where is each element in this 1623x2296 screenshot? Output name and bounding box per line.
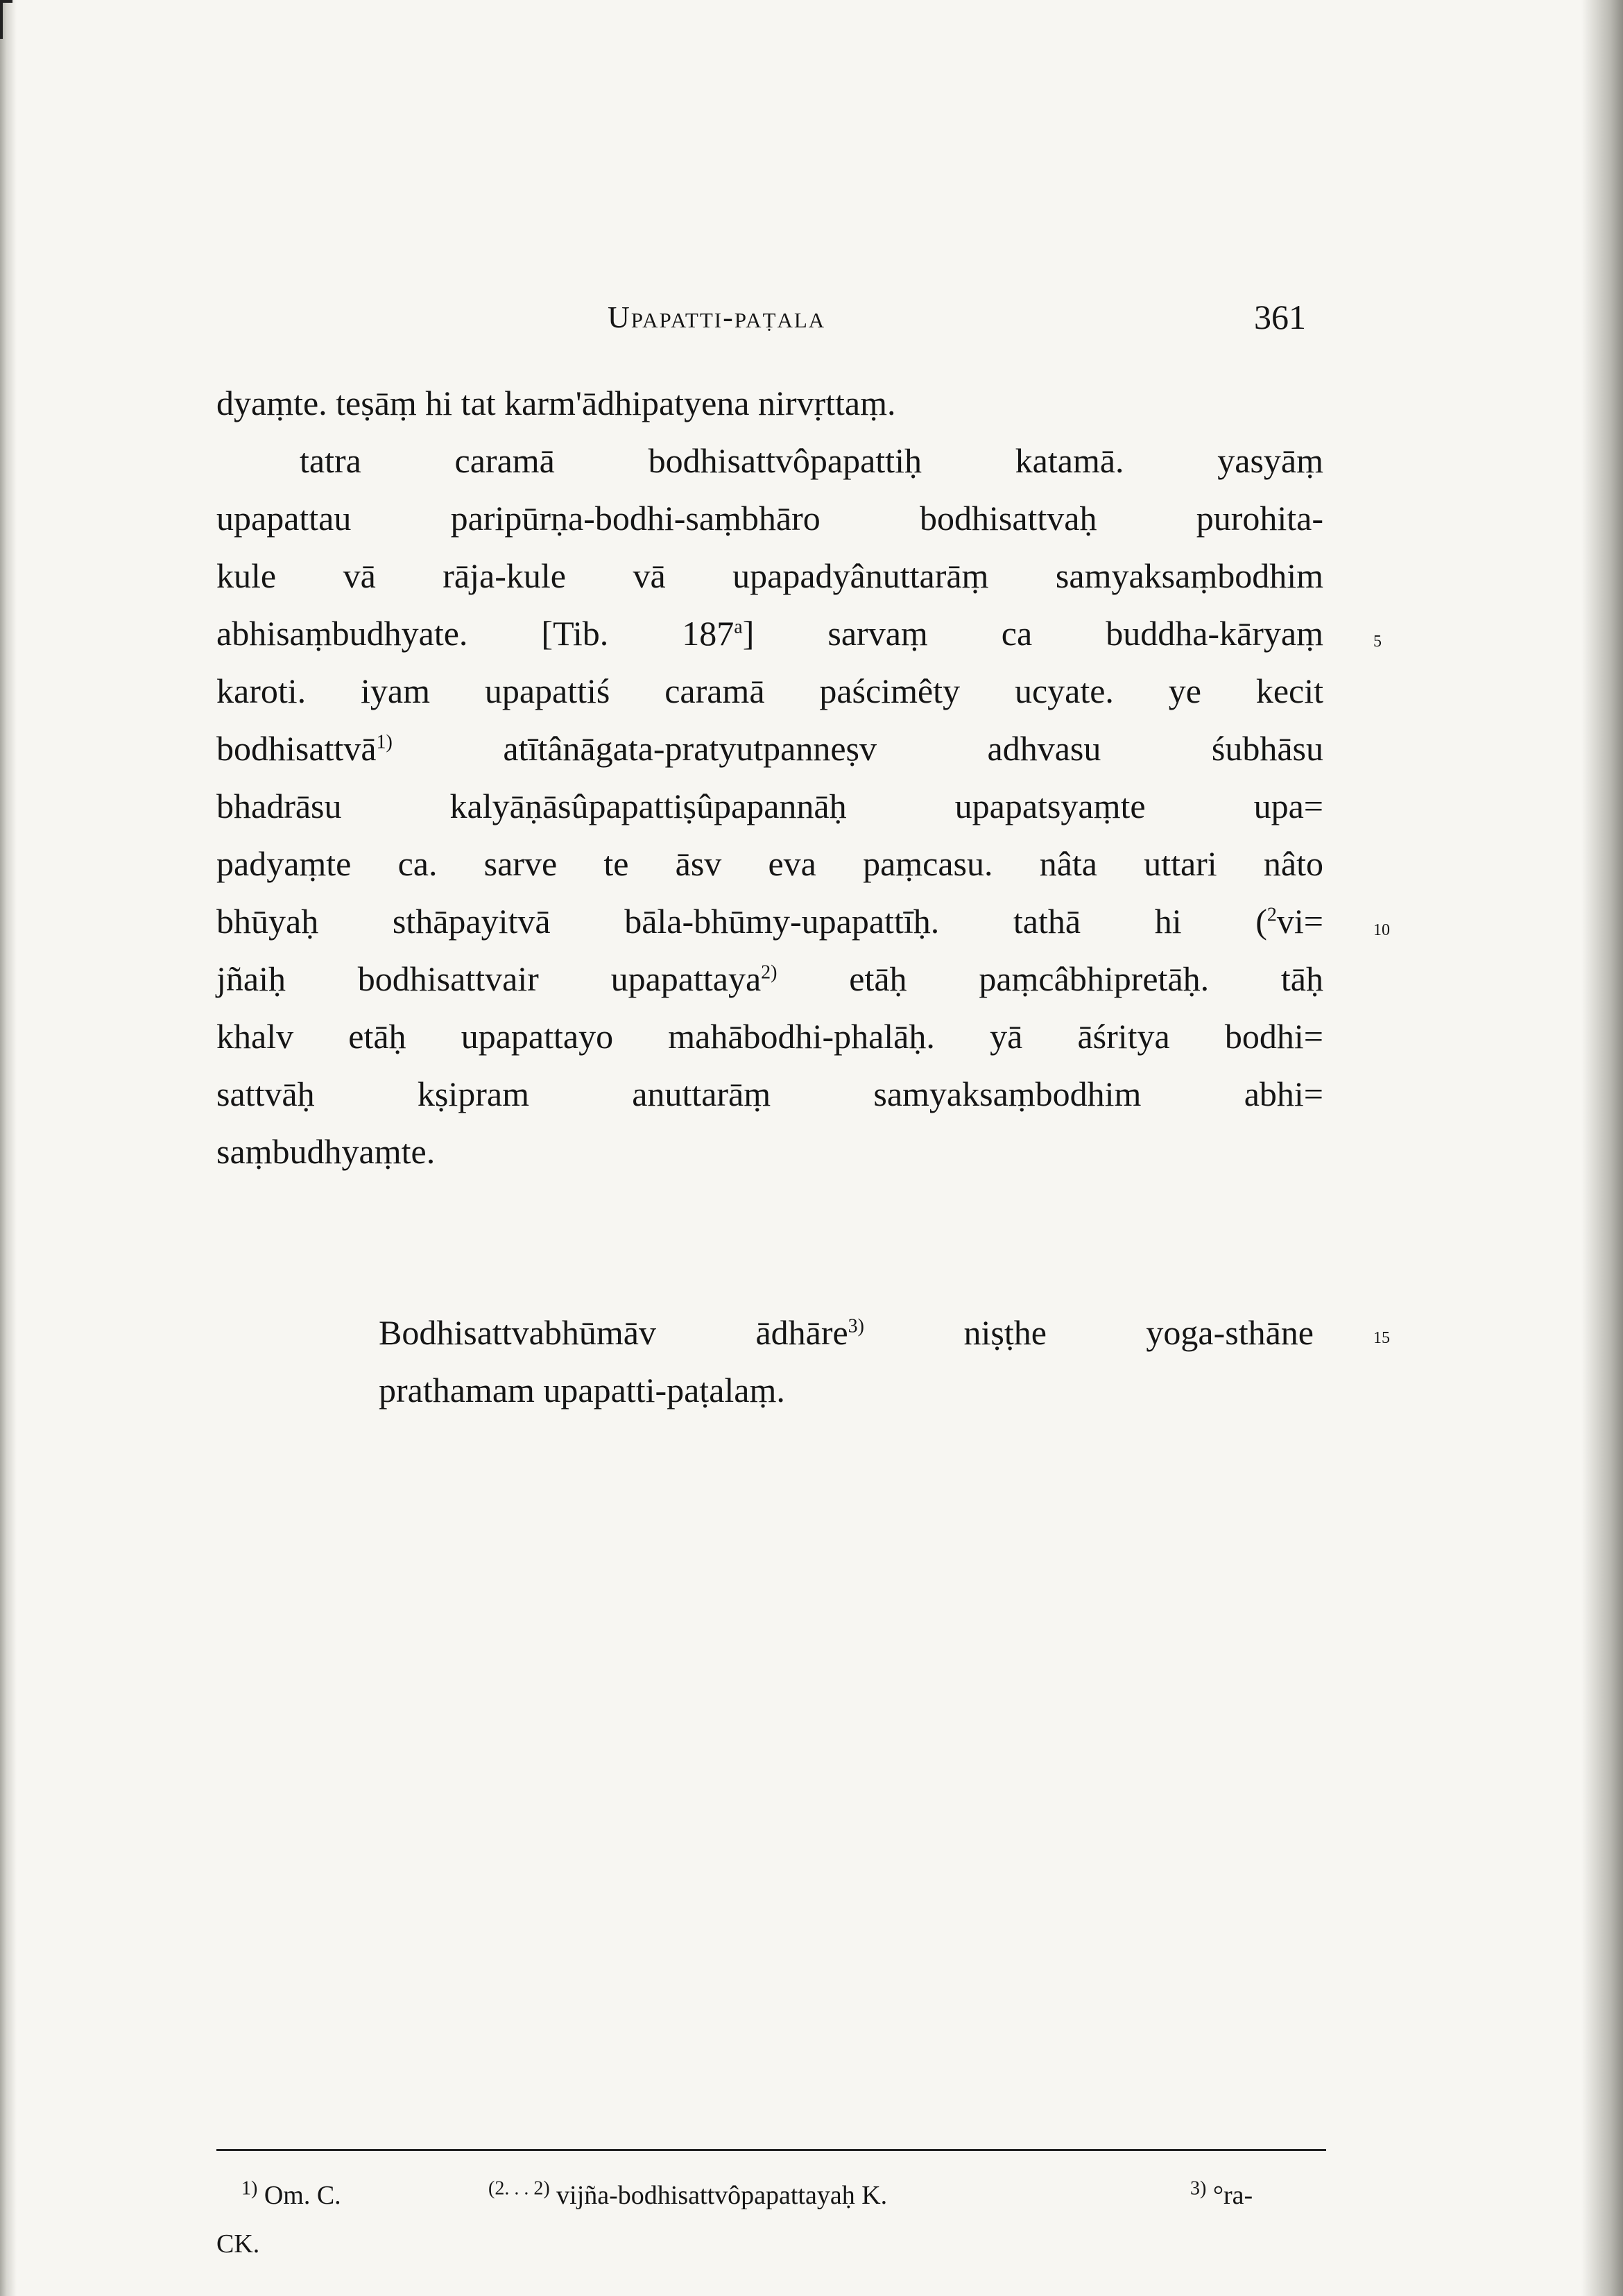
superscript-a: a [734, 616, 743, 638]
text-line-11 [216, 950, 1323, 1008]
main-text [216, 375, 1323, 1181]
text-line-14: saṃbudhyaṃte. [216, 1132, 436, 1171]
footnote-3-continuation: CK. [216, 2229, 260, 2259]
text-line-3: upapattau paripūrṇa-bodhi-saṃbhāro bodhisattvaḥ purohita- [216, 499, 1323, 538]
scan-corner-mark [0, 0, 12, 39]
running-head: Upapatti-paṭala [608, 300, 826, 334]
text-line-10-a: bhūyaḥ sthāpayitvā bāla-bhūmy-upapattīḥ. tathā hi ( [216, 902, 1267, 941]
footnote-2-marker: (2. . . 2) [488, 2177, 550, 2200]
text-line-4: kule vā rāja-kule vā upapadyânuttarāṃ samyaksaṃbodhim [216, 556, 1323, 595]
scan-left-edge-shadow [0, 0, 17, 2296]
text-line-2: tatra caramā bodhisattvôpapattiḥ katamā. yasyāṃ [300, 441, 1323, 480]
footnote-1-marker: 1) [241, 2177, 258, 2200]
footnote-2 [488, 2171, 887, 2220]
text-line-8: bhadrāsu kalyāṇāsûpapattiṣûpapannāḥ upapatsyaṃte upa= [216, 787, 1323, 825]
footnote-continuation-row [216, 2220, 1326, 2268]
footnote-3 [1190, 2171, 1253, 2220]
text-line-5 [216, 605, 1323, 662]
text-line-7-a: bodhisattvā [216, 729, 377, 768]
scan-right-edge-shadow [1581, 0, 1623, 2296]
text-line-7 [216, 720, 1323, 778]
text-line-12: khalv etāḥ upapattayo mahābodhi-phalāḥ. yā āśritya bodhi= [216, 1017, 1323, 1056]
text-line-5-a: abhisaṃbudhyate. [Tib. 187 [216, 614, 735, 653]
footnote-ref-3: 3) [848, 1315, 864, 1337]
text-line-6: karoti. iyam upapattiś caramā paścimêty ucyate. ye kecit [216, 671, 1323, 710]
text-line-1: dyaṃte. teṣāṃ hi tat karm'ādhipatyena nirvṛttaṃ. [216, 384, 896, 422]
margin-line-number-5: 5 [1373, 633, 1382, 651]
footnote-ref-2-open: 2 [1266, 904, 1277, 926]
footnote-3-marker: 3) [1190, 2177, 1207, 2200]
footnote-1-text: Om. C. [257, 2181, 341, 2210]
footnote-row [216, 2171, 1326, 2220]
colophon-line-2: prathamam upapatti-paṭalaṃ. [379, 1371, 785, 1410]
text-line-10 [216, 893, 1323, 950]
footnotes [216, 2171, 1326, 2268]
text-line-13: sattvāḥ kṣipram anuttarāṃ samyaksaṃbodhim abhi= [216, 1074, 1323, 1113]
text-line-9: padyaṃte ca. sarve te āsv eva paṃcasu. nâta uttari nâto [216, 844, 1323, 883]
page-number: 361 [1254, 298, 1306, 336]
footnote-rule [216, 2149, 1326, 2151]
margin-line-number-15: 15 [1373, 1329, 1390, 1347]
footnote-2-text: vijña-bodhisattvôpapattayaḥ K. [549, 2181, 888, 2210]
footnote-1 [241, 2171, 341, 2220]
footnote-3-text: °ra- [1206, 2181, 1253, 2210]
text-line-11-b: etāḥ paṃcâbhipretāḥ. tāḥ [777, 959, 1324, 998]
colophon-line-1 [379, 1304, 1314, 1362]
margin-line-number-10: 10 [1373, 921, 1390, 939]
colophon [379, 1304, 1314, 1419]
footnote-ref-1: 1) [376, 731, 393, 753]
text-line-11-a: jñaiḥ bodhisattvair upapattaya [216, 959, 762, 998]
text-line-5-b: ] sarvaṃ ca buddha-kāryaṃ [742, 614, 1323, 653]
footnote-ref-2-close: 2) [761, 961, 778, 984]
colophon-line-1-a: Bodhisattvabhūmāv ādhāre [379, 1313, 848, 1352]
colophon-line-1-b: niṣṭhe yoga-sthāne [864, 1313, 1314, 1352]
text-line-10-b: vi= [1276, 902, 1323, 941]
text-line-7-b: atītânāgata-pratyutpanneṣv adhvasu śubhāsu [392, 729, 1323, 768]
